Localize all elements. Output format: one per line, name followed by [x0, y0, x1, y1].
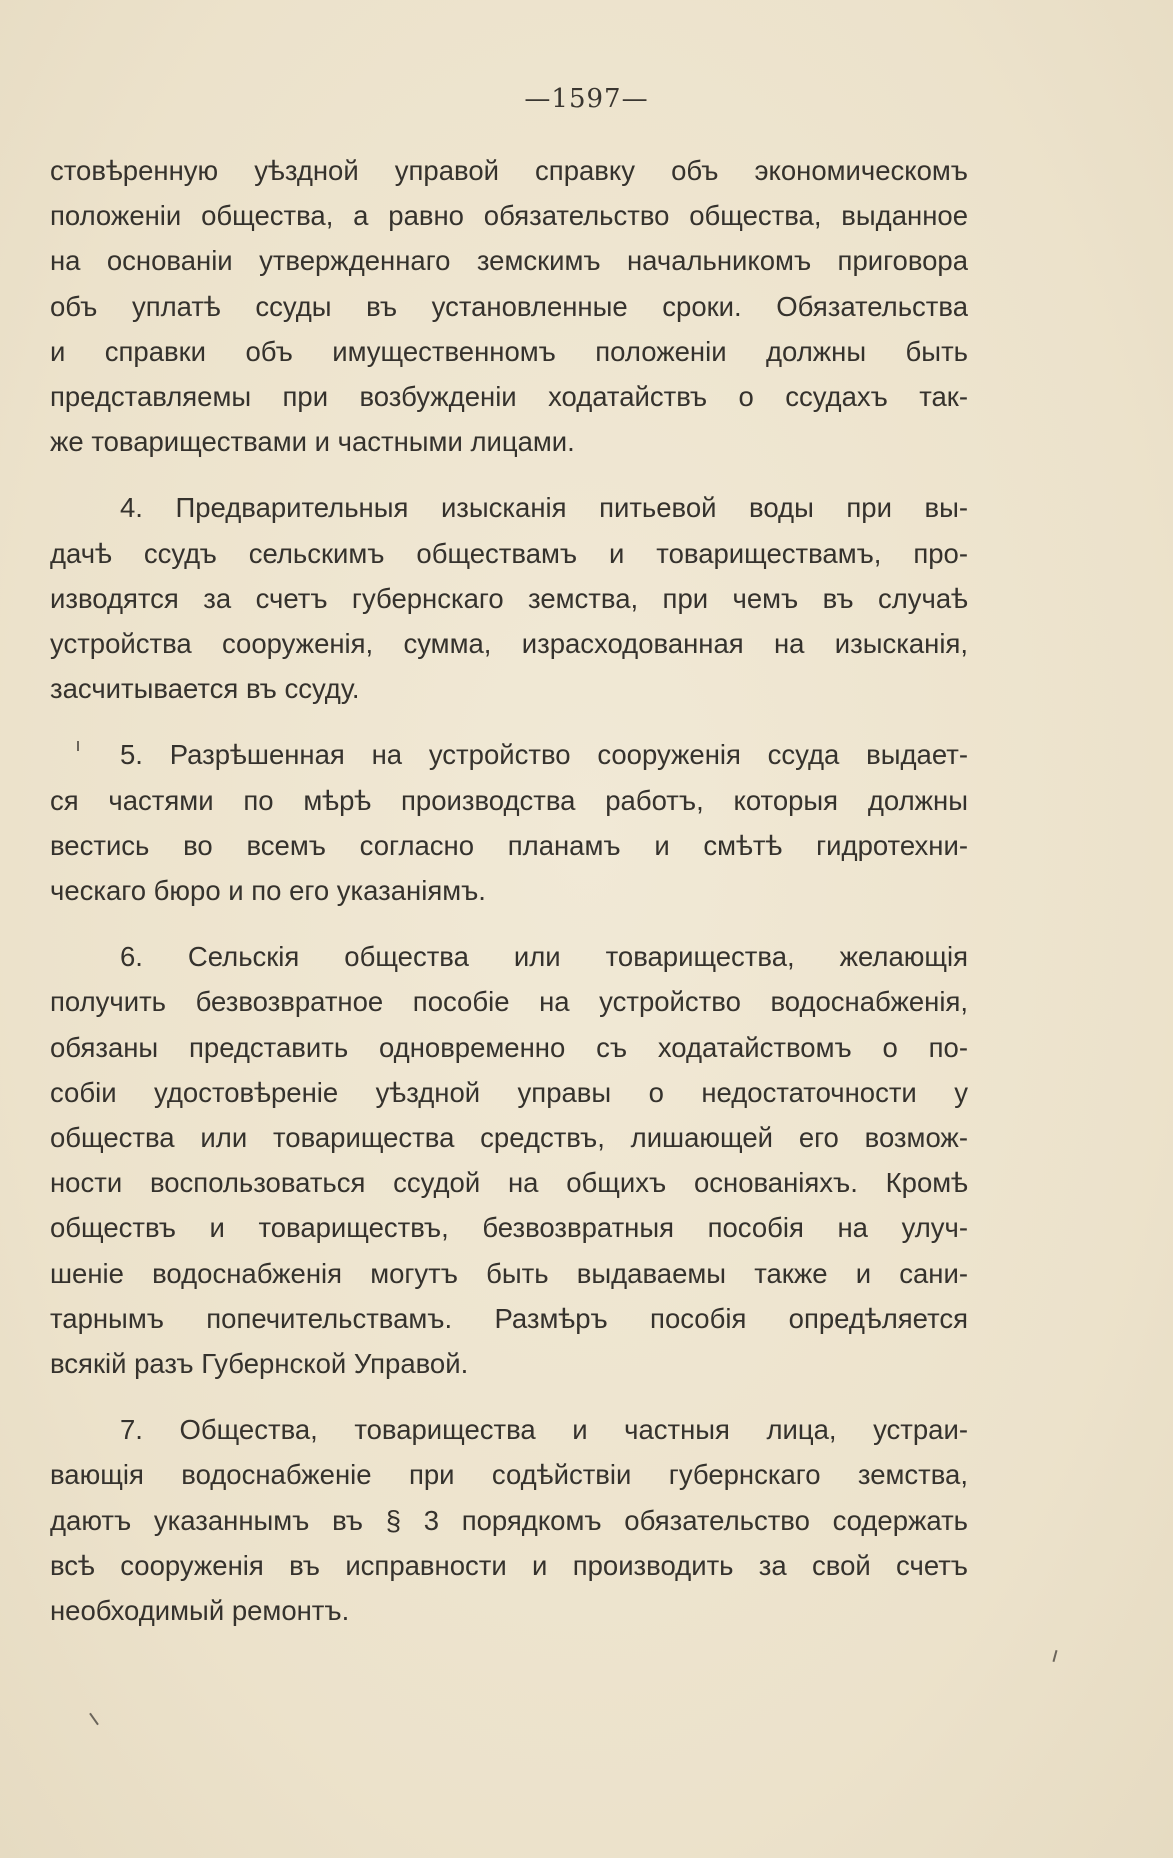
paragraph-4: [50, 485, 968, 711]
paragraph-7: [50, 1407, 968, 1633]
text-line: положенiи общества, а равно обязательство общества, выданное: [50, 200, 968, 232]
text-line: вестись во всемъ согласно планамъ и смѣтѣ гидротехни-: [50, 829, 968, 861]
text-line: обязаны представить одновременно съ ходатайствомъ о по-: [50, 1031, 968, 1063]
text-line: 6. Сельскiя общества или товарищества, желающiя: [120, 941, 968, 973]
text-line: обществъ и товариществъ, безвозвратныя пособiя на улуч-: [50, 1212, 968, 1244]
text-line: 4. Предварительныя изысканiя питьевой воды при вы-: [120, 492, 968, 524]
text-line: устройства сооруженiя, сумма, израсходованная на изысканiя,: [50, 628, 968, 660]
text-line: общества или товарищества средствъ, лишающей его возмож-: [50, 1122, 968, 1154]
text-line: дачѣ ссудъ сельскимъ обществамъ и товариществамъ, про-: [50, 537, 968, 569]
text-line: же товариществами и частными лицами.: [50, 426, 575, 458]
page-number: —1597—: [524, 84, 649, 114]
text-line: ся частями по мѣрѣ производства работъ, которыя должны: [50, 784, 968, 816]
text-line: тарнымъ попечительствамъ. Размѣръ пособiя опредѣляется: [50, 1302, 968, 1334]
body-text: [50, 148, 968, 1633]
text-line: 7. Общества, товарищества и частныя лица, устраи-: [120, 1414, 968, 1446]
text-line: стовѣренную уѣздной управой справку объ экономическомъ: [50, 155, 968, 186]
text-line: и справки объ имущественномъ положенiи должны быть: [50, 335, 968, 367]
text-line: засчитывается въ ссуду.: [50, 673, 360, 705]
text-line: ности воспользоваться ссудой на общихъ основанiяхъ. Кромѣ: [50, 1167, 968, 1199]
text-line: на основанiи утвержденнаго земскимъ начальникомъ приговора: [50, 245, 968, 277]
paragraph-6: [50, 934, 968, 1386]
text-line: изводятся за счетъ губернскаго земства, при чемъ въ случаѣ: [50, 582, 968, 614]
paragraph-continuation: [50, 148, 968, 464]
text-line: объ уплатѣ ссуды въ установленные сроки. Обязательства: [50, 290, 968, 322]
text-line: вающiя водоснабженiе при содѣйствiи губернскаго земства,: [50, 1459, 968, 1491]
text-line: всякiй разъ Губернской Управой.: [50, 1348, 469, 1380]
paper-mark: [77, 741, 79, 751]
paper-mark: [1052, 1650, 1057, 1662]
paper-mark: [89, 1713, 99, 1726]
text-line: ческаго бюро и по его указанiямъ.: [50, 875, 486, 907]
text-line: даютъ указаннымъ въ § 3 порядкомъ обязательство содержать: [50, 1504, 968, 1536]
text-line: всѣ сооруженiя въ исправности и производить за свой счетъ: [50, 1549, 968, 1581]
text-line: собiи удостовѣренiе уѣздной управы о недостаточности у: [50, 1076, 968, 1108]
text-line: представляемы при возбужденiи ходатайствъ о ссудахъ так-: [50, 381, 968, 413]
text-line: получить безвозвратное пособiе на устройство водоснабженiя,: [50, 986, 968, 1018]
paragraph-5: [50, 732, 968, 913]
text-line: 5. Разрѣшенная на устройство сооруженiя ссуда выдает-: [120, 739, 968, 771]
text-line: необходимый ремонтъ.: [50, 1595, 350, 1627]
text-line: шенiе водоснабженiя могутъ быть выдаваемы также и сани-: [50, 1257, 968, 1289]
